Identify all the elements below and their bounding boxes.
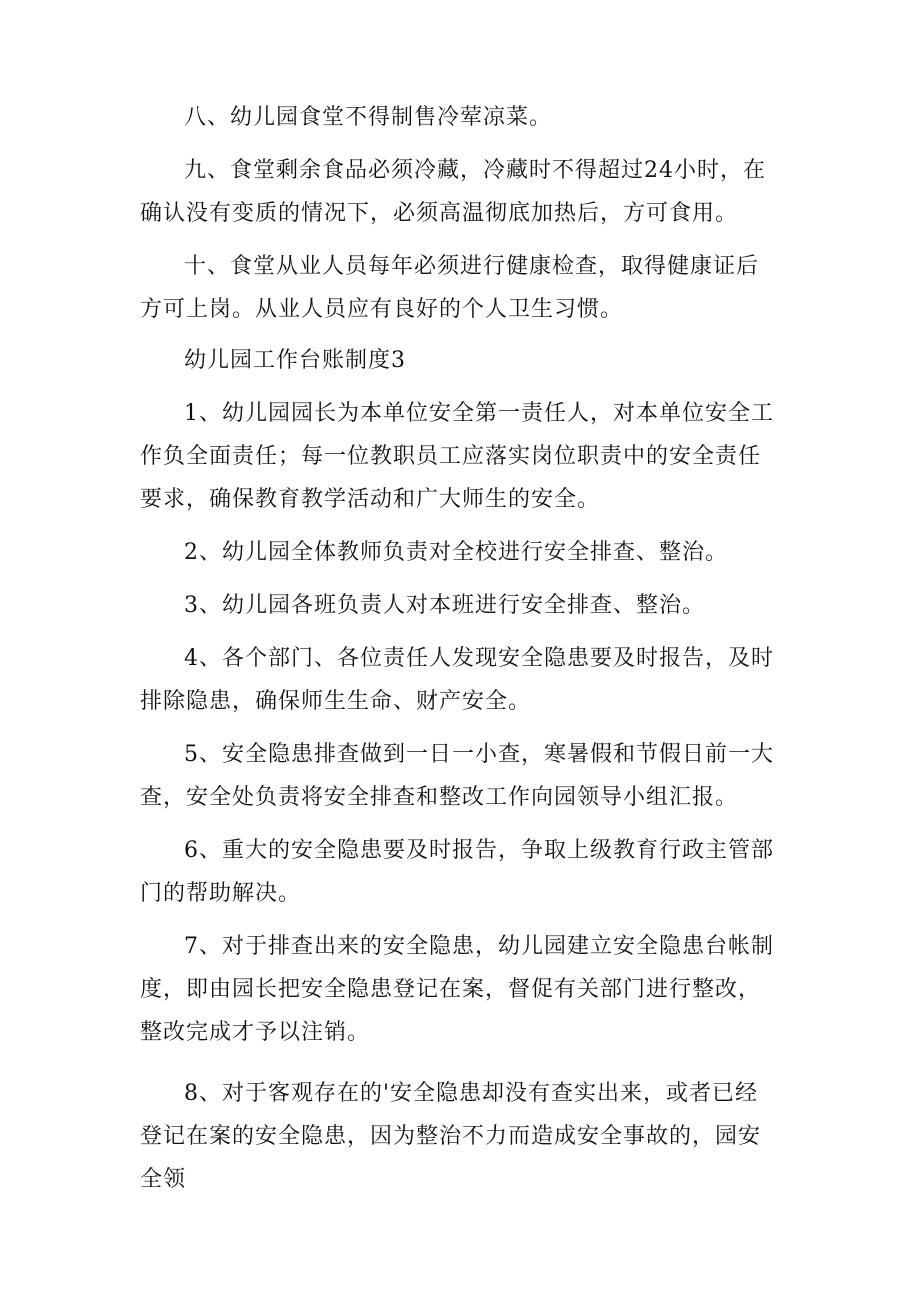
list-item-8: 8、对于客观存在的'安全隐患却没有查实出来，或者已经登记在案的安全隐患，因为整治不力而造成安全事故的，园安全领	[140, 1081, 762, 1192]
list-item-1: 1、幼儿园园长为本单位安全第一责任人，对本单位安全工作负全面责任；每一位教职员工应落实岗位职责中的安全责任要求，确保教育教学活动和广大师生的安全。	[140, 401, 774, 512]
list-item-6: 6、重大的安全隐患要及时报告，争取上级教育行政主管部门的帮助解决。	[140, 838, 774, 906]
list-item-2: 2、幼儿园全体教师负责对全校进行安全排查、整治。	[184, 540, 728, 565]
paragraph-nine: 九、食堂剩余食品必须冷藏，冷藏时不得超过24小时，在确认没有变质的情况下，必须高温彻底加热后，方可食用。	[140, 158, 766, 226]
list-item-5: 5、安全隐患排查做到一日一小查，寒暑假和节假日前一大查，安全处负责将安全排查和整改工作向园领导小组汇报。	[140, 742, 774, 810]
paragraph-eight: 八、幼儿园食堂不得制售冷荤凉菜。	[184, 105, 553, 130]
list-item-3: 3、幼儿园各班负责人对本班进行安全排查、整治。	[184, 593, 705, 618]
section-title: 幼儿园工作台账制度3	[184, 348, 406, 373]
list-item-4: 4、各个部门、各位责任人发现安全隐患要及时报告，及时排除隐患，确保师生生命、财产安全。	[140, 646, 774, 714]
document-body	[140, 96, 780, 1201]
list-item-7: 7、对于排查出来的安全隐患，幼儿园建立安全隐患台帐制度，即由园长把安全隐患登记在案，督促有关部门进行整改，整改完成才予以注销。	[140, 934, 774, 1045]
paragraph-ten: 十、食堂从业人员每年必须进行健康检查，取得健康证后方可上岗。从业人员应有良好的个人卫生习惯。	[140, 254, 760, 322]
